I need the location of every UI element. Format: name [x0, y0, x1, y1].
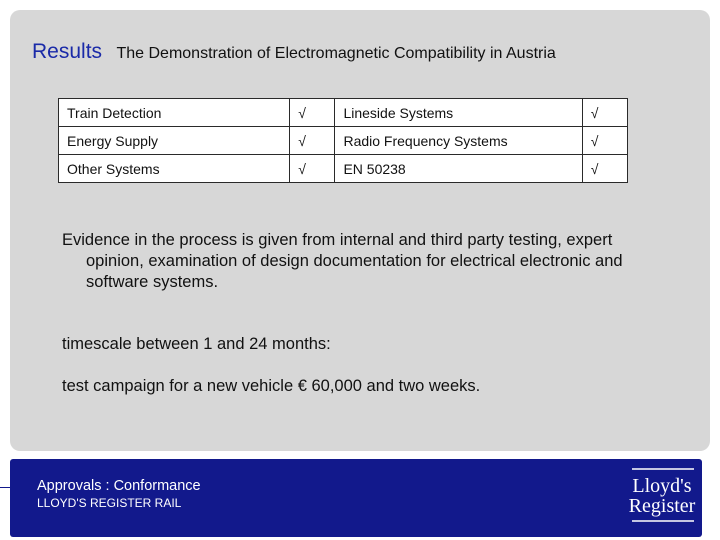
footer	[0, 459, 720, 540]
footer-bar	[10, 459, 702, 537]
timescale-text: timescale between 1 and 24 months:	[62, 335, 331, 353]
table-cell-label: Radio Frequency Systems	[335, 127, 582, 155]
page-subtitle: The Demonstration of Electromagnetic Compatibility in Austria	[116, 45, 556, 62]
table-row	[59, 127, 628, 155]
title-row	[32, 40, 556, 64]
footer-title: Approvals : Conformance	[37, 478, 201, 494]
table-cell-label: EN 50238	[335, 155, 582, 183]
table-cell-label: Lineside Systems	[335, 99, 582, 127]
table-cell-label: Train Detection	[59, 99, 290, 127]
table-cell-label: Other Systems	[59, 155, 290, 183]
page-title: Results	[32, 40, 103, 63]
table-row	[59, 99, 628, 127]
footer-company: LLOYD'S REGISTER RAIL	[37, 496, 182, 510]
check-mark-icon: √	[582, 127, 627, 155]
lloyds-register-logo	[624, 467, 700, 529]
check-mark-icon: √	[582, 155, 627, 183]
check-mark-icon: √	[290, 99, 335, 127]
table-row	[59, 155, 628, 183]
logo-text-register: Register	[628, 495, 696, 517]
check-mark-icon: √	[290, 155, 335, 183]
logo-text-lloyds: Lloyd's	[632, 475, 692, 497]
check-mark-icon: √	[290, 127, 335, 155]
evidence-paragraph: Evidence in the process is given from internal and third party testing, expert opinion, examination of design documentation for electrical electronic and software systems.	[62, 231, 623, 291]
check-mark-icon: √	[582, 99, 627, 127]
table-cell-label: Energy Supply	[59, 127, 290, 155]
compatibility-table	[58, 98, 628, 183]
campaign-text: test campaign for a new vehicle € 60,000 and two weeks.	[62, 377, 481, 395]
